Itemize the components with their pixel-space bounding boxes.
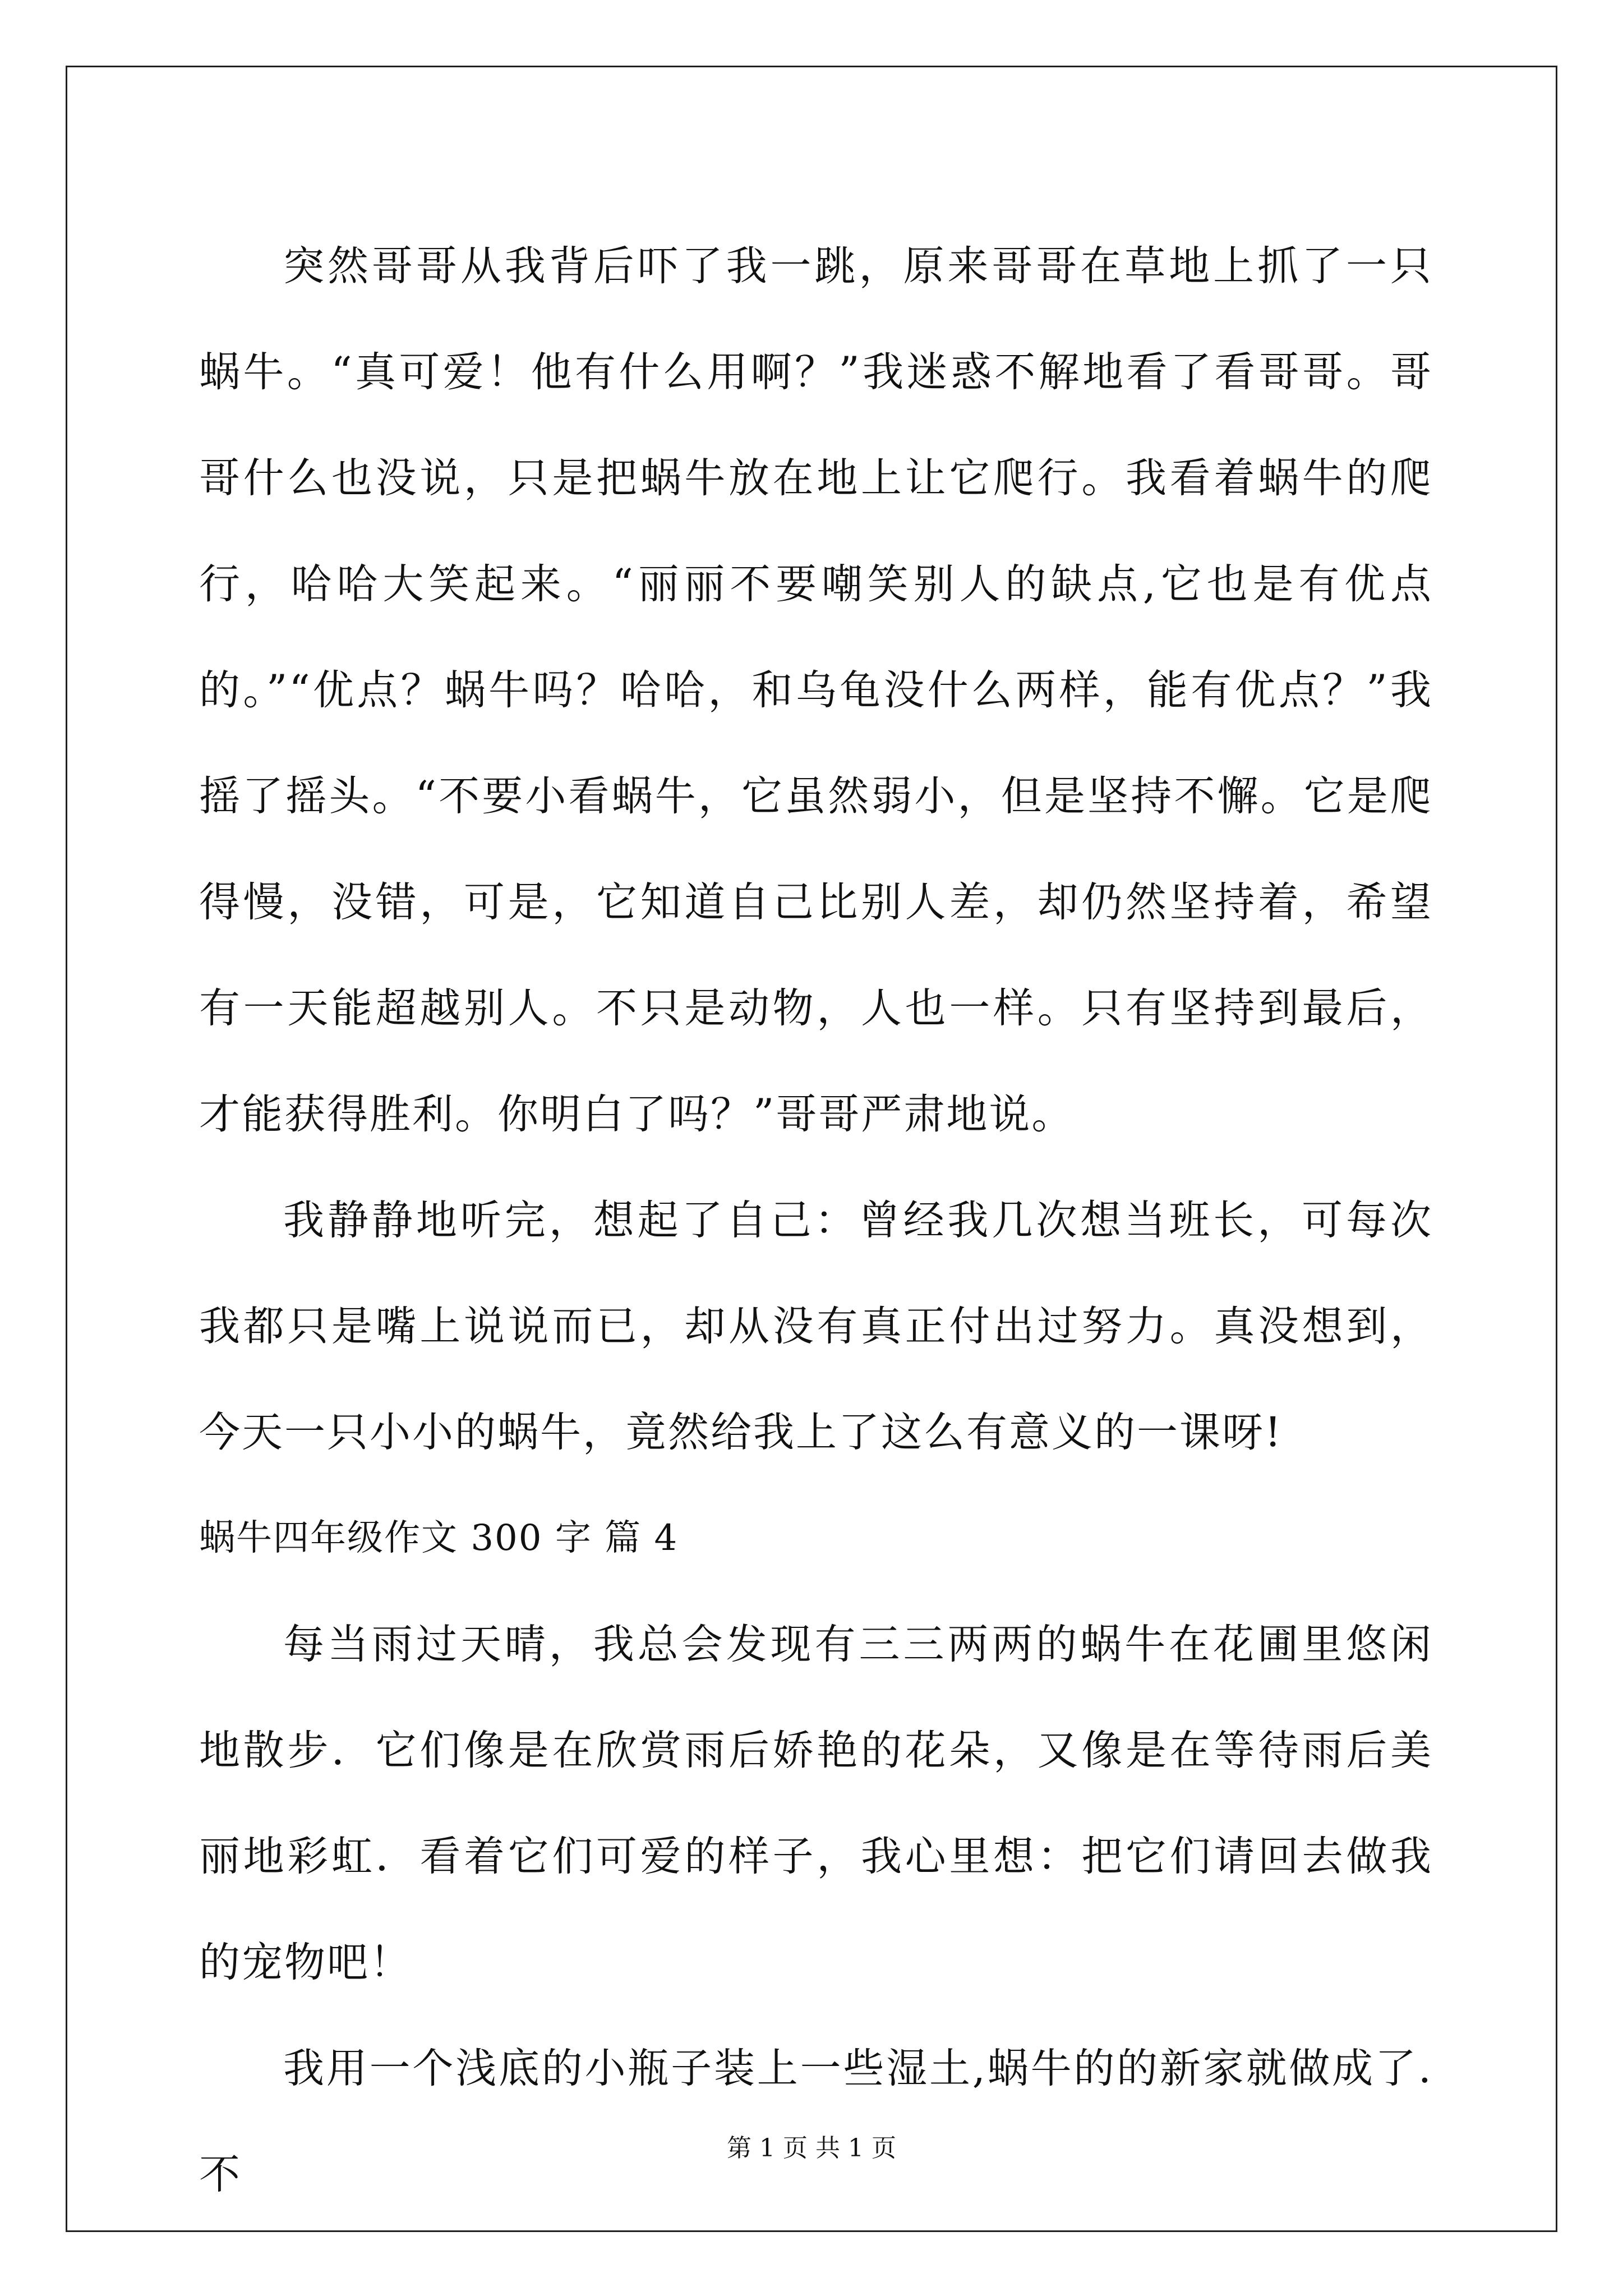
paragraph-3: 每当雨过天晴，我总会发现有三三两两的蜗牛在花圃里悠闲地散步．它们像是在欣赏雨后娇艳的花朵，又像是在等待雨后美丽地彩虹．看着它们可爱的样子，我心里想：把它们请回去做我的宠物吧！: [199, 1621, 1433, 1986]
paragraph-4: 我用一个浅底的小瓶子装上一些湿土,蜗牛的的新家就做成了.不: [199, 2045, 1433, 2198]
document-body: [199, 213, 1433, 2228]
page-footer: 第 1 页 共 1 页: [727, 2134, 896, 2162]
paragraph-1: 突然哥哥从我背后吓了我一跳，原来哥哥在草地上抓了一只蜗牛。“真可爱！他有什么用啊？”我迷惑不解地看了看哥哥。哥哥什么也没说，只是把蜗牛放在地上让它爬行。我看着蜗牛的爬行，哈哈大笑起来。“丽丽不要嘲笑别人的缺点,它也是有优点的。”“优点？蜗牛吗？哈哈，和乌龟没什么两样，能有优点？”我摇了摇头。“不要小看蜗牛，它虽然弱小，但是坚持不懈。它是爬得慢，没错，可是，它知道自己比别人差，却仍然坚持着，希望有一天能超越别人。不只是动物，人也一样。只有坚持到最后，才能获得胜利。你明白了吗？”哥哥严肃地说。: [199, 242, 1433, 1138]
paragraph-2: 我静静地听完，想起了自己：曾经我几次想当班长，可每次我都只是嘴上说说而已，却从没有真正付出过努力。真没想到，今天一只小小的蜗牛，竟然给我上了这么有意义的一课呀!: [199, 1197, 1433, 1456]
section-heading: 蜗牛四年级作文 300 字 篇 4: [199, 1517, 679, 1559]
